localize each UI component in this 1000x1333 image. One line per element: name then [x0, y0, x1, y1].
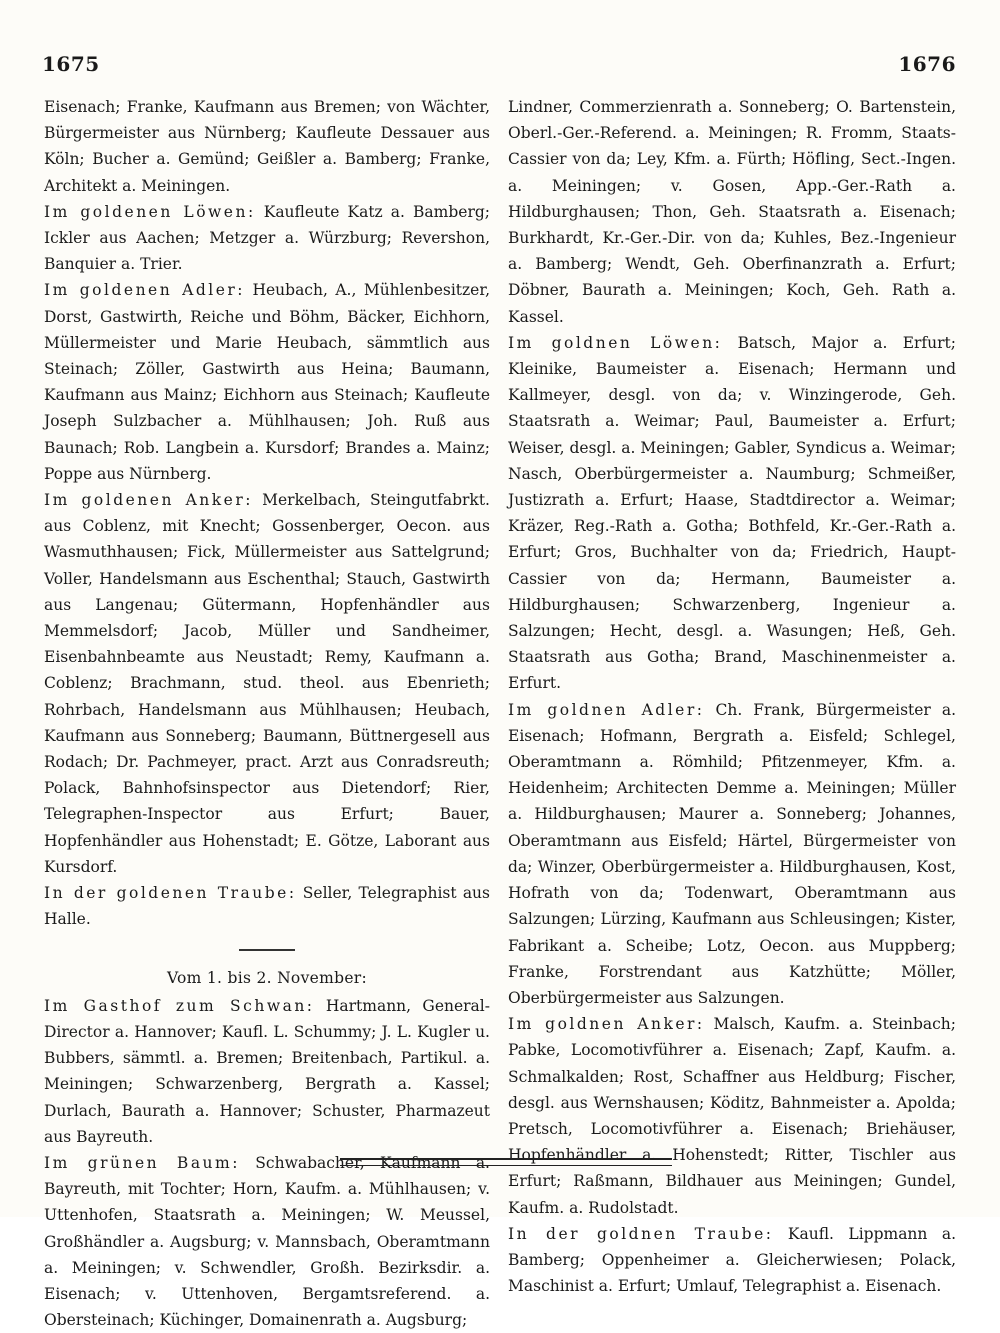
entry-text: Hartmann, General-Director a. Hannover; Kaufl. L. Schummy; J. L. Kugler u. Bubbers, sämmtl. a. Bremen; Breitenbach, Partikul. a. Meiningen; Schwarzenberg, Bergrath a. Kassel; Durlach, Baurath a. Hannover; Schuster, Pharmazeut aus Bayreuth. — [44, 996, 490, 1146]
section-divider — [239, 949, 295, 951]
entry-label: Im grünen Baum: — [44, 1153, 240, 1172]
left-column — [44, 94, 490, 1333]
entry-label: Im Gasthof zum Schwan: — [44, 996, 315, 1015]
entry-text: Seller, Telegraphist aus Halle. — [44, 884, 490, 929]
left-entry-goldenen-loewen — [44, 199, 490, 278]
entry-label: Im goldnen Adler: — [508, 700, 705, 719]
entry-label: Im goldnen Anker: — [508, 1015, 705, 1034]
right-entry-goldnen-loewen — [508, 330, 956, 697]
right-continuation-paragraph: Lindner, Commerzienrath a. Sonneberg; O. Bartenstein, Oberl.-Ger.-Referend. a. Meiningen; R. Fromm, Staats-Cassier von da; Ley, Kfm. a. Fürth; Höfling, Sect.-Ingen. a. Meiningen; v. Gosen, App.-Ger.-Rath a. Hildburghausen; Thon, Geh. Staatsrath a. Eisenach; Burkhardt, Kr.-Ger.-Dir. von da; Kuhles, Bez.-Ingenieur a. Bamberg; Wendt, Geh. Oberfinanzrath a. Erfurt; Döbner, Baurath a. Meiningen; Koch, Geh. Rath a. Kassel. — [508, 98, 956, 326]
entry-text: Kaufl. Lippmann a. Bamberg; Oppenheimer a. Gleicherwiesen; Polack, Maschinist a. Erfurt; Umlauf, Telegraphist a. Eisenach. — [508, 1224, 956, 1296]
left-continuation-paragraph: Eisenach; Franke, Kaufmann aus Bremen; von Wächter, Bürgermeister aus Nürnberg; Kaufleute Dessauer aus Köln; Bucher a. Gemünd; Geißler a. Bamberg; Franke, Architekt a. Meiningen. — [44, 98, 490, 195]
date-heading: Vom 1. bis 2. November: — [166, 968, 368, 987]
entry-text: Kaufleute Katz a. Bamberg; Ickler aus Aachen; Metzger a. Würzburg; Revershon, Banquier a. Trier. — [44, 202, 490, 274]
left-entry-goldenen-adler — [44, 277, 490, 487]
right-entry-goldnen-traube — [508, 1221, 956, 1300]
right-entry-goldnen-anker — [508, 1011, 956, 1221]
entry-text: Batsch, Major a. Erfurt; Kleinike, Baumeister a. Eisenach; Hermann und Kallmeyer, desgl. von da; v. Winzingerode, Geh. Staatsrath a. Weimar; Paul, Baumeister a. Erfurt; Weiser, desgl. a. Meiningen; Gabler, Syndicus a. Weimar; Nasch, Oberbürgermeister a. Naumburg; Schmeißer, Justizrath a. Erfurt; Haase, Stadtdirector a. Weimar; Kräzer, Reg.-Rath a. Gotha; Bothfeld, Kr.-Ger.-Rath a. Erfurt; Gros, Buchhalter von da; Friedrich, Haupt-Cassier von da; Hermann, Baumeister a. Hildburghausen; Schwarzenberg, Ingenieur a. Salzungen; Hecht, desgl. a. Wasungen; Heß, Geh. Staatsrath aus Gotha; Brand, Maschinenmeister a. Erfurt. — [508, 333, 957, 693]
entry-label: Im goldnen Löwen: — [508, 333, 723, 352]
entry-text: Heubach, A., Mühlenbesitzer, Dorst, Gastwirth, Reiche und Böhm, Bäcker, Eichhorn, Müllermeister und Marie Heubach, sämmtlich aus Steinach; Zöller, Gastwirth aus Heina; Baumann, Kaufmann aus Mainz; Eichhorn aus Steinach; Kaufleute Joseph Sulzbacher a. Mühlhausen; Joh. Ruß aus Baunach; Rob. Langbein a. Kursdorf; Brandes a. Mainz; Poppe aus Nürnberg. — [44, 281, 490, 483]
right-column — [508, 94, 956, 1299]
page-number-left: 1675 — [42, 52, 100, 76]
entry-label: In der goldnen Traube: — [508, 1224, 774, 1243]
entry-label: Im goldenen Löwen: — [44, 202, 256, 221]
left-entry-gasthof-schwan — [44, 993, 490, 1150]
page-number-right: 1676 — [898, 52, 956, 76]
entry-text: Merkelbach, Steingutfabrkt. aus Coblenz, mit Knecht; Gossenberger, Oecon. aus Wasmuthhausen; Fick, Müllermeister aus Sattelgrund; Voller, Handelsmann aus Eschenthal; Stauch, Gastwirth aus Langenau; Gütermann, Hopfenhändler aus Memmelsdorf; Jacob, Müller und Sandheimer, Eisenbahnbeamte aus Neustadt; Remy, Kaufmann a. Coblenz; Brachmann, stud. theol. aus Ebenrieth; Rohrbach, Handelsmann aus Mühlhausen; Heubach, Kaufmann aus Sonneberg; Baumann, Büttnergesell aus Rodach; Dr. Pachmeyer, pract. Arzt aus Conradsreuth; Polack, Bahnhofsinspector aus Dietendorf; Rier, Telegraphen-Inspector aus Erfurt; Bauer, Hopfenhändler aus Hohenstadt; E. Götze, Laborant aus Kursdorf. — [44, 491, 490, 876]
left-entry-goldenen-traube — [44, 880, 490, 932]
left-entry-gruenen-baum — [44, 1150, 490, 1333]
entry-text: Ch. Frank, Bürgermeister a. Eisenach; Hofmann, Bergrath a. Eisfeld; Schlegel, Oberamtmann a. Römhild; Pfitzenmeyer, Kfm. a. Heidenheim; Architecten Demme a. Meiningen; Müller a. Hildburghausen; Maurer a. Sonneberg; Johannes, Oberamtmann aus Eisfeld; Härtel, Bürgermeister von da; Winzer, Oberbürgermeister a. Hildburghausen, Kost, Hofrath von da; Todenwart, Oberamtmann aus Salzungen; Lürzing, Kaufmann aus Schleusingen; Kister, Fabrikant a. Scheibe; Lotz, Oecon. aus Muppberg; Franke, Forstrendant aus Katzhütte; Möller, Oberbürgermeister aus Salzungen. — [508, 700, 957, 1007]
bottom-double-rule — [340, 1158, 672, 1166]
left-entry-goldenen-anker — [44, 487, 490, 880]
entry-label: Im goldenen Adler: — [44, 281, 246, 300]
entry-label: In der goldenen Traube: — [44, 884, 297, 903]
right-entry-goldnen-adler — [508, 697, 956, 1011]
entry-text: Malsch, Kaufm. a. Steinbach; Pabke, Locomotivführer a. Eisenach; Zapf, Kaufm. a. Schmalkalden; Rost, Schaffner aus Heldburg; Fischer, desgl. aus Wernshausen; Köditz, Bahnmeister a. Apolda; Pretsch, Locomotivführer a. Eisenach; Briehäuser, Hopfenhändler a. Hohenstedt; Ritter, Tischler aus Erfurt; Raßmann, Bildhauer aus Meiningen; Gundel, Kaufm. a. Rudolstadt. — [508, 1015, 956, 1217]
entry-text: Schwabacher, Kaufmann a. Bayreuth, mit Tochter; Horn, Kaufm. a. Mühlhausen; v. Uttenhofen, Staatsrath a. Meiningen; W. Meussel, Großhändler a. Augsburg; v. Mannsbach, Oberamtmann a. Meiningen; v. Schwendler, Großh. Bezirksdir. a. Eisenach; v. Uttenhoven, Bergamtsreferend. a. Obersteinach; Küchinger, Domainenrath a. Augsburg; — [44, 1153, 490, 1330]
entry-label: Im goldenen Anker: — [44, 491, 253, 510]
